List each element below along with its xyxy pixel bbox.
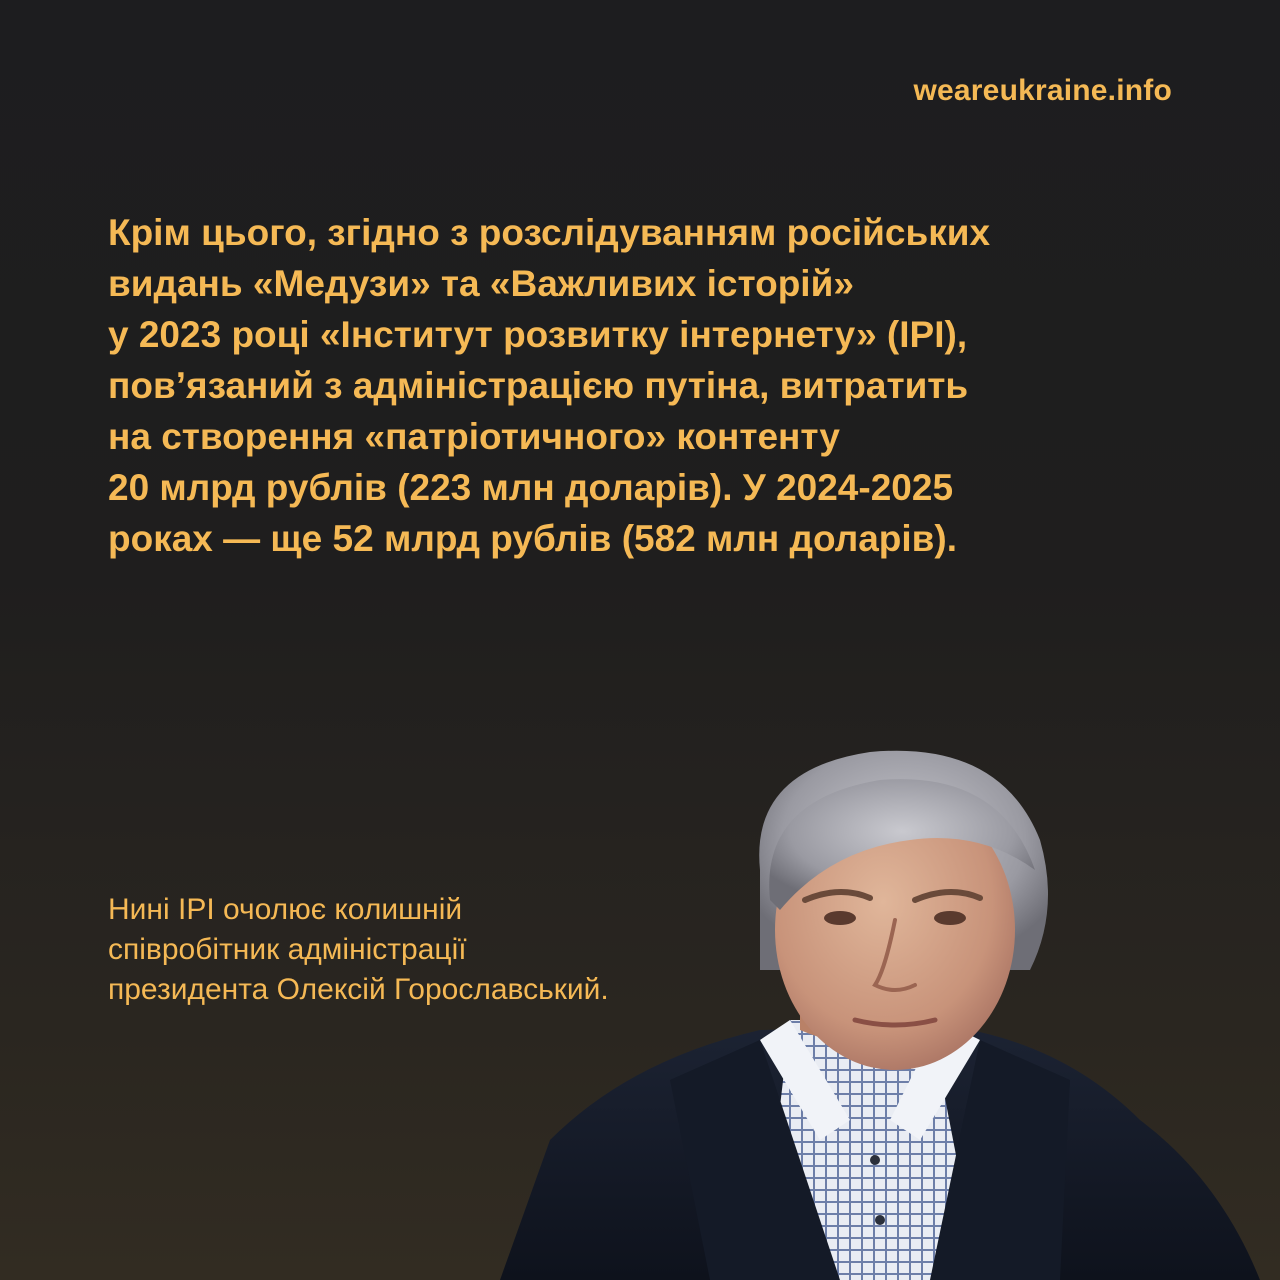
- person-portrait-icon: [460, 740, 1280, 1280]
- caption-line: Нині ІРІ очолює колишній: [108, 893, 463, 926]
- main-text-line: роках — ще 52 млрд рублів (582 млн доларів).: [108, 518, 958, 559]
- main-text-line: пов’язаний з адміністрацією путіна, витратить: [108, 365, 969, 406]
- main-text-line: 20 млрд рублів (223 млн доларів). У 2024-2025: [108, 467, 954, 508]
- main-text-line: у 2023 році «Інститут розвитку інтернету» (ІРІ),: [108, 314, 968, 355]
- main-text: [108, 207, 1188, 564]
- caption-line: президента Олексій Горославський.: [108, 973, 609, 1006]
- main-text-line: на створення «патріотичного» контенту: [108, 416, 841, 457]
- main-text-line: Крім цього, згідно з розслідуванням російських: [108, 212, 991, 253]
- site-url: weareukraine.info: [913, 74, 1172, 107]
- caption-line: співробітник адміністрації: [108, 933, 467, 966]
- photo-caption: [108, 890, 808, 1010]
- main-text-line: видань «Медузи» та «Важливих історій»: [108, 263, 854, 304]
